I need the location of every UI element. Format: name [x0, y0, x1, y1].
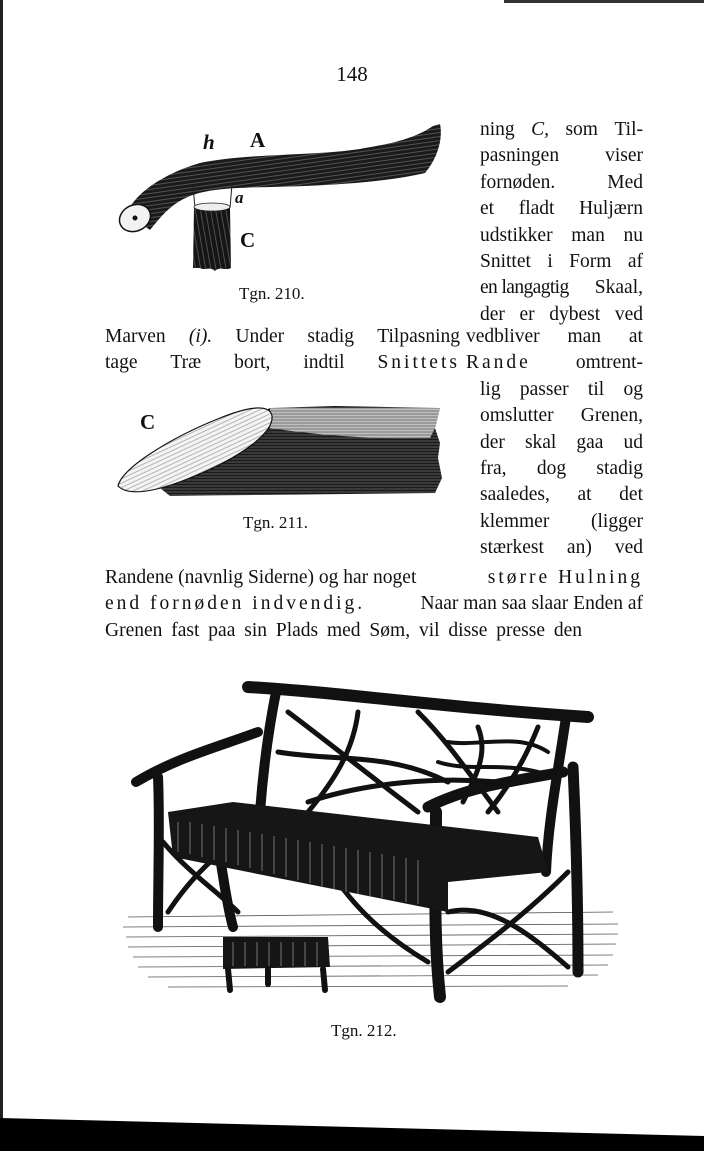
label-A: A — [250, 128, 266, 152]
figure-211-caption: Tgn. 211. — [243, 513, 309, 532]
text-line: et fladt Huljærn — [480, 198, 643, 220]
text-line: lig passer til og — [480, 378, 643, 400]
label-C: C — [140, 410, 156, 434]
label-h: h — [203, 130, 215, 154]
mid-right-text — [466, 324, 643, 562]
text-line: stærkest an) ved — [480, 537, 643, 559]
text-line: omslutter Grenen, — [480, 405, 643, 427]
label-C: C — [240, 228, 256, 252]
text-line: end fornøden indvendig. Naar man saa slaar Enden af — [105, 593, 643, 615]
text-line: tage Træ bort, indtil Snittets — [105, 352, 460, 374]
page-number: 148 — [336, 62, 368, 86]
text-line: ning C, som Til- — [480, 119, 643, 140]
scan-edge-top — [504, 0, 704, 3]
text-line: saaledes, at det — [480, 484, 643, 506]
scan-edge-bottom — [0, 1091, 704, 1151]
text-line: Grenen fast paa sin Plads med Søm, vil disse presse den — [105, 619, 583, 641]
text-line: klemmer (ligger — [480, 510, 643, 532]
label-a: a — [235, 188, 244, 207]
figure-210-branch-illustration — [105, 118, 450, 278]
text-line: Marven (i). Under stadig Tilpasning — [105, 326, 460, 347]
scan-edge-left — [0, 0, 3, 1151]
text-line: der er dybest ved — [480, 303, 643, 325]
text-line: pasningen viser — [480, 145, 643, 167]
figure-211-cut-branch-illustration — [110, 398, 455, 498]
text-line: Snittet i Form af — [480, 250, 643, 272]
right-column-text — [480, 117, 643, 328]
text-line: en langagtig Skaal, — [480, 277, 643, 299]
figure-210-caption: Tgn. 210. — [239, 284, 305, 303]
text-line: der skal gaa ud — [480, 431, 643, 453]
full-width-text — [105, 565, 643, 644]
text-line: udstikker man nu — [480, 224, 643, 246]
text-line: Randene (navnlig Siderne) og har noget større Hulning — [105, 567, 643, 588]
text-line: Rande omtrent- — [466, 352, 643, 374]
text-line: fornøden. Med — [480, 171, 643, 193]
mid-left-text — [105, 324, 460, 377]
figure-212-rustic-bench-illustration — [118, 672, 623, 1007]
figure-212-caption: Tgn. 212. — [331, 1021, 397, 1040]
text-line: vedbliver man at — [466, 326, 643, 347]
text-line: fra, dog stadig — [480, 457, 643, 479]
